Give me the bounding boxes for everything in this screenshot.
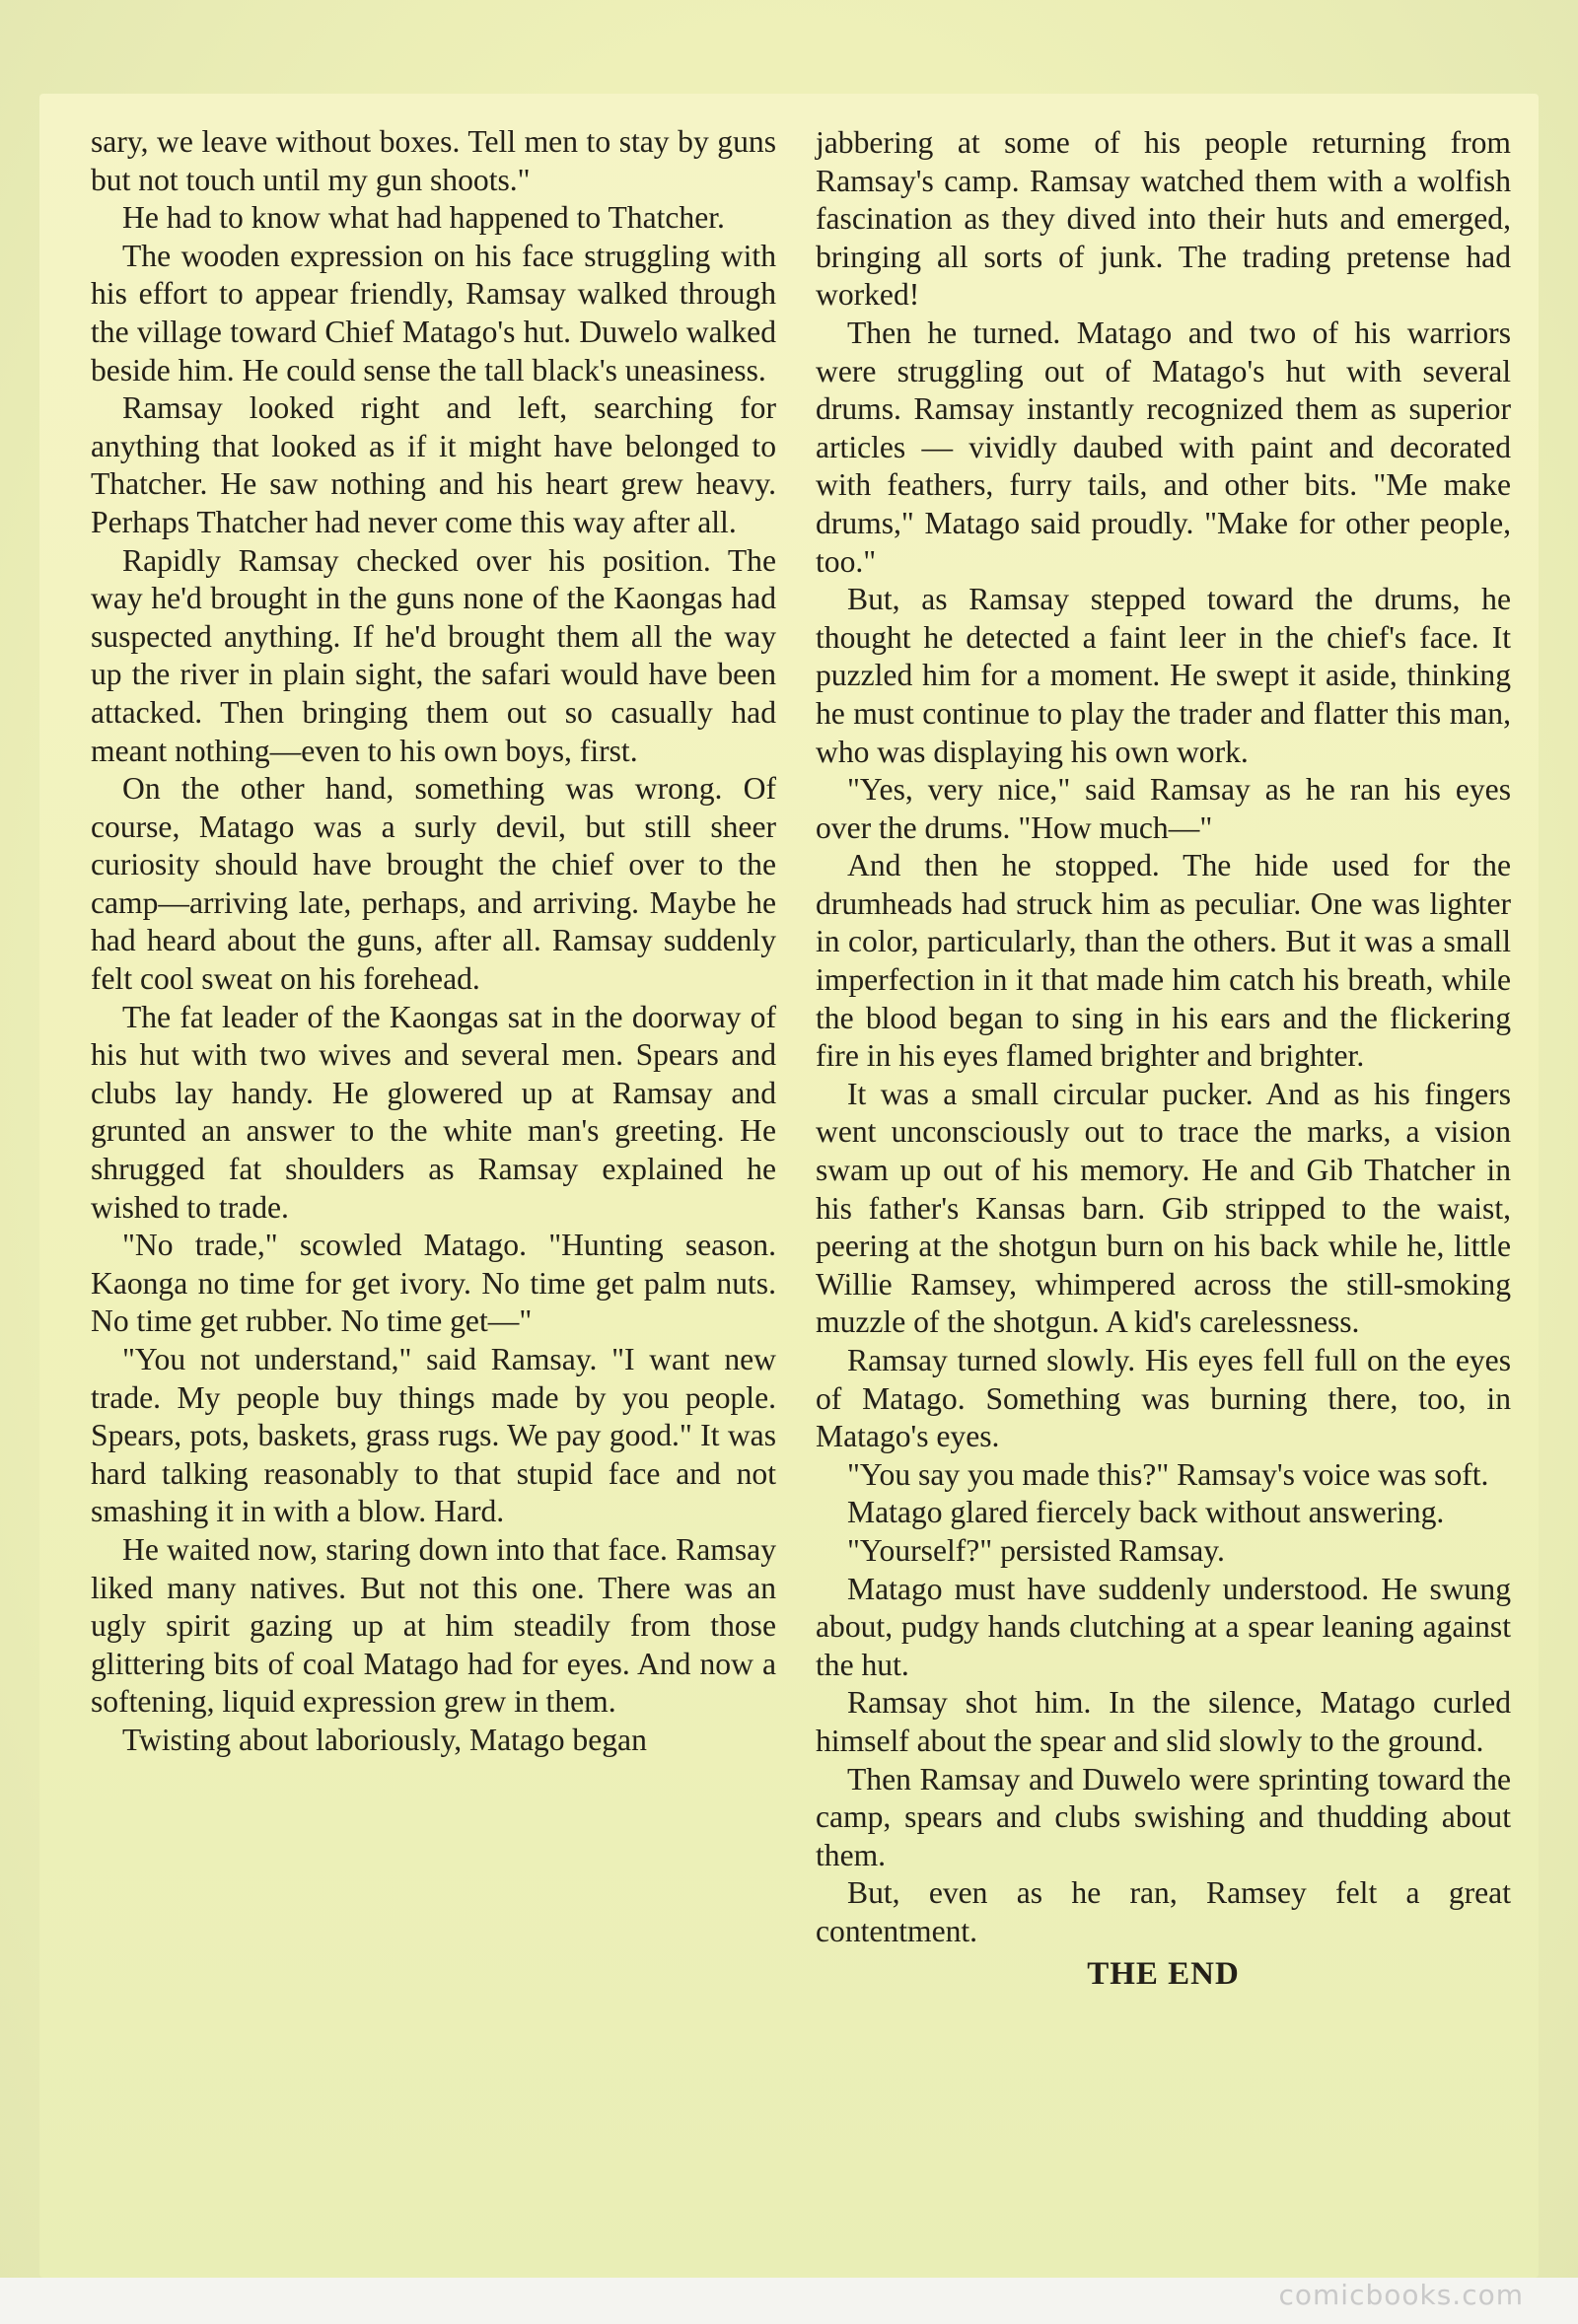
paragraph: Then he turned. Matago and two of his warriors were struggling out of Matago's hut with several drums. Ramsay instantly recognized them as superior articles — vividly daubed with paint and decorated with feathers, furry tails, and other bits. "Me make drums," Matago said proudly. "Make for other people, too." [816,315,1511,579]
paragraph: It was a small circular pucker. And as his fingers went unconsciously out to trace the marks, a vision swam up out of his memory. He and Gib Thatcher in his father's Kansas barn. Gib stripped to the waist, peering at the shotgun burn on his back while he, little Willie Ramsey, whimpered across the still-smoking muzzle of the shotgun. A kid's carelessness. [816,1076,1511,1340]
paragraph: Matago must have suddenly understood. He swung about, pudgy hands clutching at a spear leaning against the hut. [816,1571,1511,1682]
paragraph: Twisting about laboriously, Matago began [122,1722,647,1757]
watermark-text: comicbooks.com [1278,2279,1524,2311]
paragraph: "Yes, very nice," said Ramsay as he ran his eyes over the drums. "How much—" [816,772,1511,845]
paragraph: Ramsay turned slowly. His eyes fell full on the eyes of Matago. Something was burning there, too, in Matago's eyes. [816,1343,1511,1454]
paragraph: "You not understand," said Ramsay. "I want new trade. My people buy things made by you people. Spears, pots, baskets, grass rugs. We pay good." It was hard talking reasonably to that stupid face and not smashing it in with a blow. Hard. [91,1342,776,1529]
paragraph: Matago glared fiercely back without answering. [847,1495,1445,1530]
right-text-column [816,124,1511,1993]
paragraph: He had to know what had happened to Thatcher. [122,200,725,236]
paragraph: The fat leader of the Kaongas sat in the doorway of his hut with two wives and several men. Spears and clubs lay handy. He glowered up at Ramsay and grunted an answer to the white man's greeting. He shrugged fat shoulders as Ramsay explained he wished to trade. [91,999,776,1225]
paragraph: Ramsay looked right and left, searching for anything that looked as if it might have belonged to Thatcher. He saw nothing and his heart grew heavy. Perhaps Thatcher had never come this way after all. [91,390,776,539]
paragraph: Ramsay shot him. In the silence, Matago curled himself about the spear and slid slowly to the ground. [816,1685,1511,1758]
paragraph: sary, we leave without boxes. Tell men to stay by guns but not touch until my gun shoots." [91,124,776,197]
paragraph: But, as Ramsay stepped toward the drums, he thought he detected a faint leer in the chief's face. It puzzled him for a moment. He swept it aside, thinking he must continue to play the trader and flatter this man, who was displaying his own work. [816,582,1511,769]
paragraph: The wooden expression on his face struggling with his effort to appear friendly, Ramsay walked through the village toward Chief Matago's hut. Duwelo walked beside him. He could sense the tall black's uneasiness. [91,238,776,387]
paragraph: Then Ramsay and Duwelo were sprinting toward the camp, spears and clubs swishing and thudding about them. [816,1761,1511,1872]
the-end-label: THE END [1087,1955,1240,1992]
paragraph: But, even as he ran, Ramsey felt a great contentment. [816,1875,1511,1948]
paragraph: "Yourself?" persisted Ramsay. [847,1532,1225,1568]
paragraph: Rapidly Ramsay checked over his position. The way he'd brought in the guns none of the Kaongas had suspected anything. If he'd brought them all the way up the river in plain sight, the safari would have been attacked. Then bringing them out so casually had meant nothing—even to his own boys, first. [91,542,776,768]
paragraph: "No trade," scowled Matago. "Hunting season. Kaonga no time for get ivory. No time get palm nuts. No time get rubber. No time get—" [91,1228,776,1339]
paragraph: jabbering at some of his people returning from Ramsay's camp. Ramsay watched them with a wolfish fascination as they dived into their huts and emerged, bringing all sorts of junk. The trading pretense had worked! [816,125,1511,313]
paragraph: "You say you made this?" Ramsay's voice was soft. [847,1456,1489,1492]
paragraph: On the other hand, something was wrong. Of course, Matago was a surly devil, but still sheer curiosity should have brought the chief over to the camp—arriving late, perhaps, and arriving. Maybe he had heard about the guns, after all. Ramsay suddenly felt cool sweat on his forehead. [91,771,776,997]
paragraph: He waited now, staring down into that face. Ramsay liked many natives. But not this one. There was an ugly spirit gazing up at him steadily from those glittering bits of coal Matago had for eyes. And now a softening, liquid expression grew in them. [91,1531,776,1720]
left-text-column [91,123,776,1760]
paragraph: And then he stopped. The hide used for the drumheads had struck him as peculiar. One was lighter in color, particularly, than the others. But it was a small imperfection in it that made him catch his breath, while the blood began to sing in his ears and the flickering fire in his eyes flamed brighter and brighter. [816,848,1511,1074]
